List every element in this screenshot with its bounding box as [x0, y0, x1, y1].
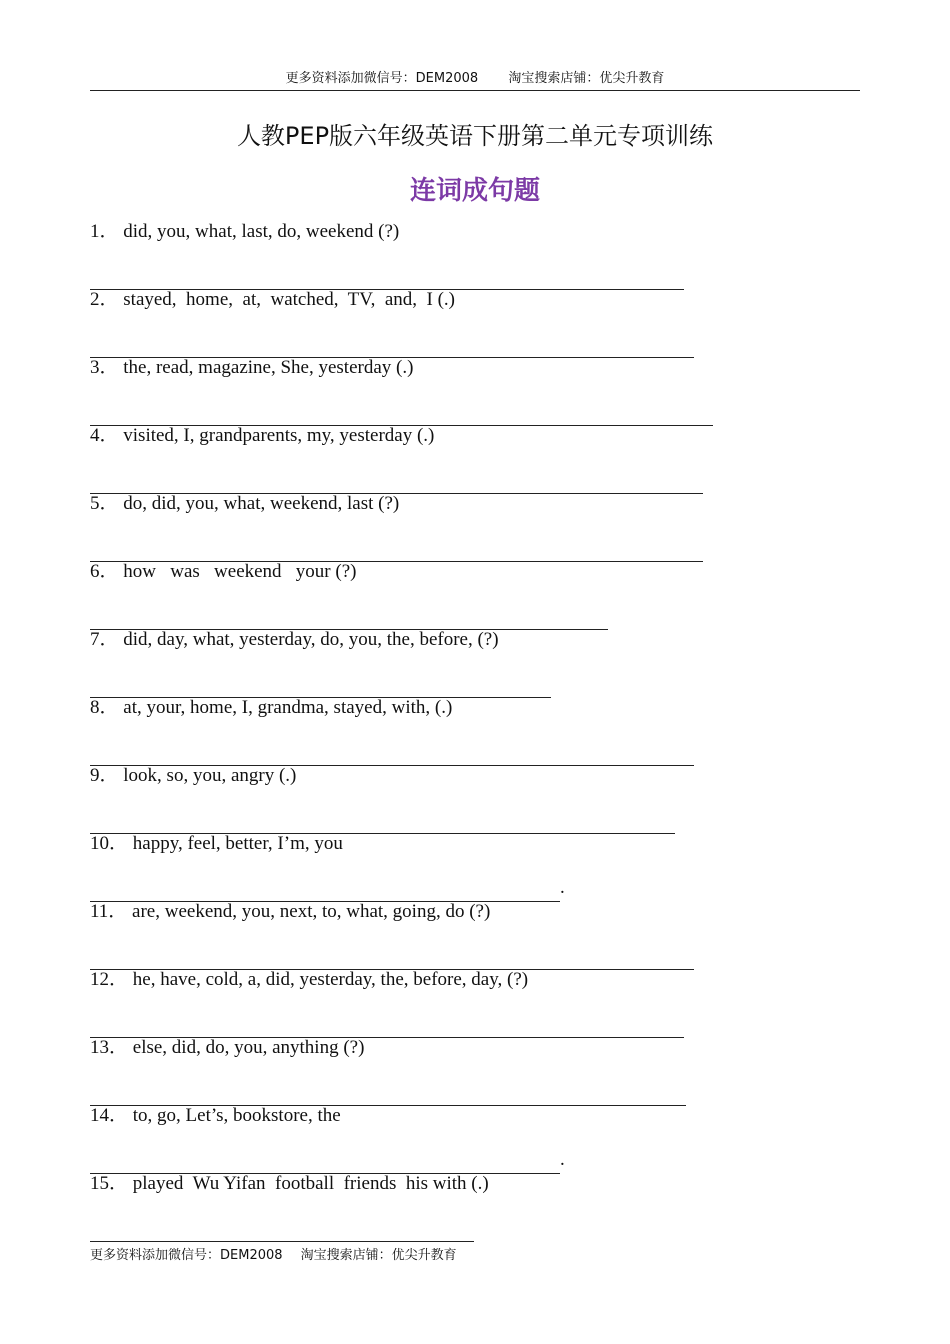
exercise-item — [90, 830, 870, 898]
item-words: look, so, you, angry (.) — [123, 765, 297, 786]
item-words: the, read, magazine, She, yesterday (.) — [123, 357, 414, 378]
item-number: 7． — [90, 629, 119, 650]
exercise-item — [90, 558, 870, 626]
item-number: 8． — [90, 697, 119, 718]
page-title: 人教PEP版六年级英语下册第二单元专项训练 — [236, 122, 714, 150]
exercise-item — [90, 898, 870, 966]
item-number: 1． — [90, 221, 119, 242]
exercise-item — [90, 694, 870, 762]
item-number: 14． — [90, 1105, 129, 1126]
item-number: 6． — [90, 561, 119, 582]
item-number: 12． — [90, 969, 129, 990]
item-number: 11． — [90, 901, 128, 922]
item-number: 15． — [90, 1173, 129, 1194]
item-words: played Wu Yifan football friends his with (.) — [132, 1173, 489, 1194]
exercise-item — [90, 966, 870, 1034]
item-number: 2． — [90, 289, 119, 310]
item-words: stayed, home, at, watched, TV, and, I (.) — [123, 289, 455, 310]
item-words: to, go, Let’s, bookstore, the — [132, 1105, 341, 1126]
exercise-item — [90, 286, 870, 354]
item-number: 3． — [90, 357, 119, 378]
footer-wechat: 更多资料添加微信号：DEM2008 — [90, 1248, 283, 1263]
item-number: 10． — [90, 833, 129, 854]
item-words: else, did, do, you, anything (?) — [132, 1037, 365, 1058]
item-words: visited, I, grandparents, my, yesterday (.) — [123, 425, 435, 446]
item-words: did, day, what, yesterday, do, you, the, before, (?) — [123, 629, 499, 650]
item-words: happy, feel, better, I’m, you — [132, 833, 343, 854]
end-punctuation: . — [560, 877, 565, 898]
item-words: he, have, cold, a, did, yesterday, the, before, day, (?) — [132, 969, 529, 990]
header-shop: 淘宝搜索店铺：优尖升教育 — [508, 71, 665, 86]
header-wechat: 更多资料添加微信号：DEM2008 — [285, 71, 479, 86]
item-number: 4． — [90, 425, 119, 446]
exercise-item — [90, 354, 870, 422]
page-header — [90, 70, 860, 91]
exercise-item — [90, 1034, 870, 1102]
item-number: 5． — [90, 493, 119, 514]
exercise-item — [90, 218, 870, 286]
item-words: did, you, what, last, do, weekend (?) — [123, 221, 400, 242]
exercise-item — [90, 490, 870, 558]
exercise-item — [90, 626, 870, 694]
item-words: how was weekend your (?) — [123, 561, 357, 582]
page-footer — [90, 1244, 457, 1263]
item-words: are, weekend, you, next, to, what, going, do (?) — [132, 901, 491, 922]
item-number: 9． — [90, 765, 119, 786]
item-words: at, your, home, I, grandma, stayed, with, (.) — [123, 697, 453, 718]
exercise-list — [90, 218, 870, 1238]
answer-line[interactable] — [90, 1214, 474, 1242]
exercise-item — [90, 1102, 870, 1170]
exercise-item — [90, 762, 870, 830]
item-words: do, did, you, what, weekend, last (?) — [123, 493, 400, 514]
item-number: 13． — [90, 1037, 129, 1058]
end-punctuation: . — [560, 1149, 565, 1170]
footer-shop: 淘宝搜索店铺：优尖升教育 — [300, 1248, 457, 1263]
section-title: 连词成句题 — [409, 176, 540, 206]
exercise-item — [90, 422, 870, 490]
exercise-item — [90, 1170, 870, 1238]
